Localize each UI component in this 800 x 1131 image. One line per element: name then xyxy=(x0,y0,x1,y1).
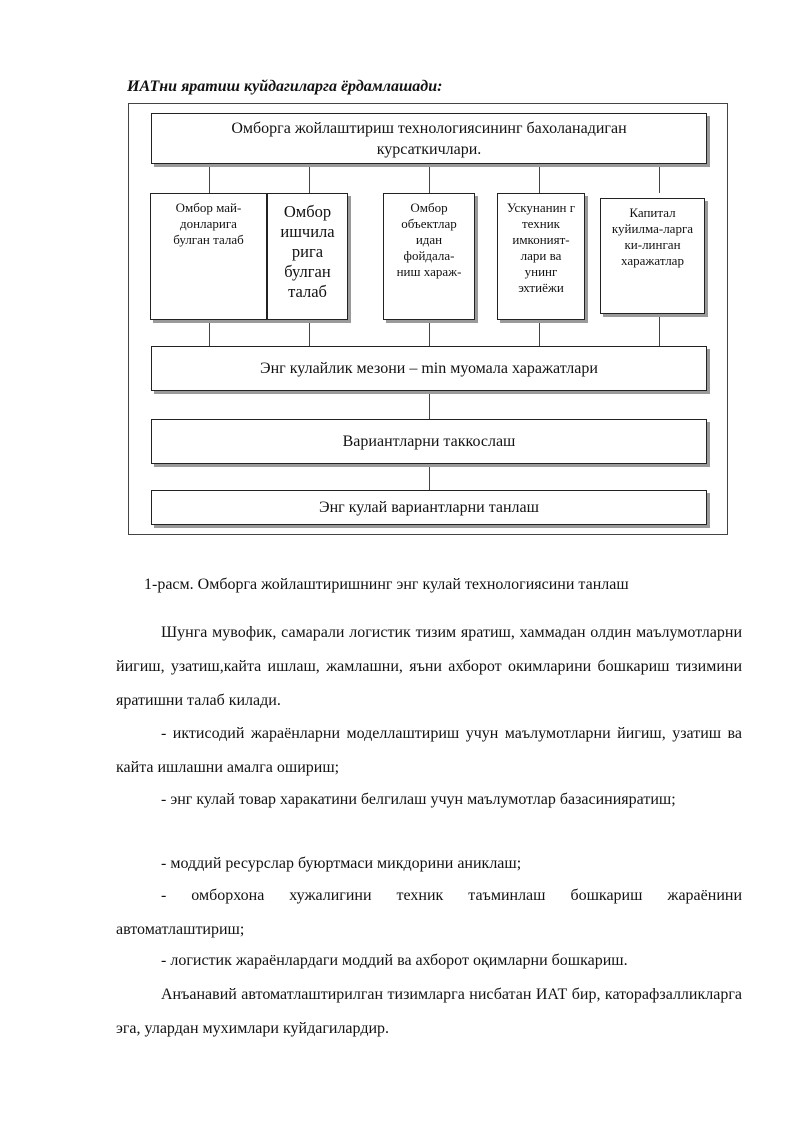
connector-line xyxy=(429,464,430,490)
box-criterion xyxy=(151,346,707,391)
connector-line xyxy=(659,314,660,346)
list-item: - омборхона хужалигини техник таъминлаш бошкариш жараёнини автоматлаштириш; xyxy=(116,887,742,938)
box-space-demand xyxy=(150,193,267,320)
list-item: - энг кулай товар харакатини белгилаш учун маълумотлар базасинияратиш; xyxy=(161,791,676,808)
box-capital-text: Капитал куйилма-ларга ки-линган харажатлар xyxy=(611,205,694,268)
box-indicators xyxy=(151,113,707,164)
paragraph: Анъанавий автоматлаштирилган тизимларга нисбатан ИАТ бир, каторафзалликларга эга, улардан мухимлари куйдагилардир. xyxy=(116,986,742,1037)
list-item: - иктисодий жараёнларни моделлаштириш учун маълумотларни йигиш, узатиш ва кайта ишлашни амалга ошириш; xyxy=(116,725,742,776)
connector-line xyxy=(429,391,430,419)
figure-caption: 1-расм. Омборга жойлаштиришнинг энг кулай технологиясини танлаш xyxy=(144,576,629,593)
box-labor-demand-text: Омбор ишчила рига булган талаб xyxy=(280,202,335,301)
box-compare-text: Вариантларни таккослаш xyxy=(342,433,516,450)
list-item: - моддий ресурслар буюртмаси микдорини аниклаш; xyxy=(161,855,522,872)
connector-line xyxy=(309,164,310,193)
connector-line xyxy=(209,164,210,193)
box-usage-cost xyxy=(383,193,475,320)
paragraph: Шунга мувофик, самарали логистик тизим яратиш, хаммадан олдин маълумотларни йигиш, узатиш,кайта ишлаш, жамлашни, яъни ахборот окимларини бошкариш тизимини яратишни талаб килади. xyxy=(116,624,742,709)
connector-line xyxy=(429,320,430,346)
connector-line xyxy=(539,164,540,193)
box-compare xyxy=(151,419,707,464)
connector-line xyxy=(659,164,660,193)
box-indicators-text: Омборга жойлаштириш технологиясининг бахоланадиган курсаткичлари. xyxy=(231,119,627,158)
box-equipment-text: Ускунанин г техник имконият-лари ва унинг эхтиёжи xyxy=(506,200,576,295)
connector-line xyxy=(539,320,540,346)
box-choose xyxy=(151,490,707,525)
box-usage-cost-text: Омбор объектлар идан фойдала-ниш харaж- xyxy=(396,200,462,279)
box-criterion-text: Энг кулайлик мезони – min муомала харажатлари xyxy=(260,360,598,377)
list-item: - логистик жараёнлардаги моддий ва ахборот оқимларни бошкариш. xyxy=(161,952,628,969)
connector-line xyxy=(309,320,310,346)
section-heading: ИАТни яратиш куйдагиларга ёрдамлашади: xyxy=(127,78,443,95)
box-space-demand-text: Омбор май-донларига булган талаб xyxy=(173,200,244,247)
connector-line xyxy=(209,320,210,346)
connector-line xyxy=(429,164,430,193)
box-choose-text: Энг кулай вариантларни танлаш xyxy=(319,499,539,516)
box-equipment xyxy=(497,193,585,320)
box-capital xyxy=(600,198,705,314)
box-labor-demand xyxy=(267,193,348,320)
